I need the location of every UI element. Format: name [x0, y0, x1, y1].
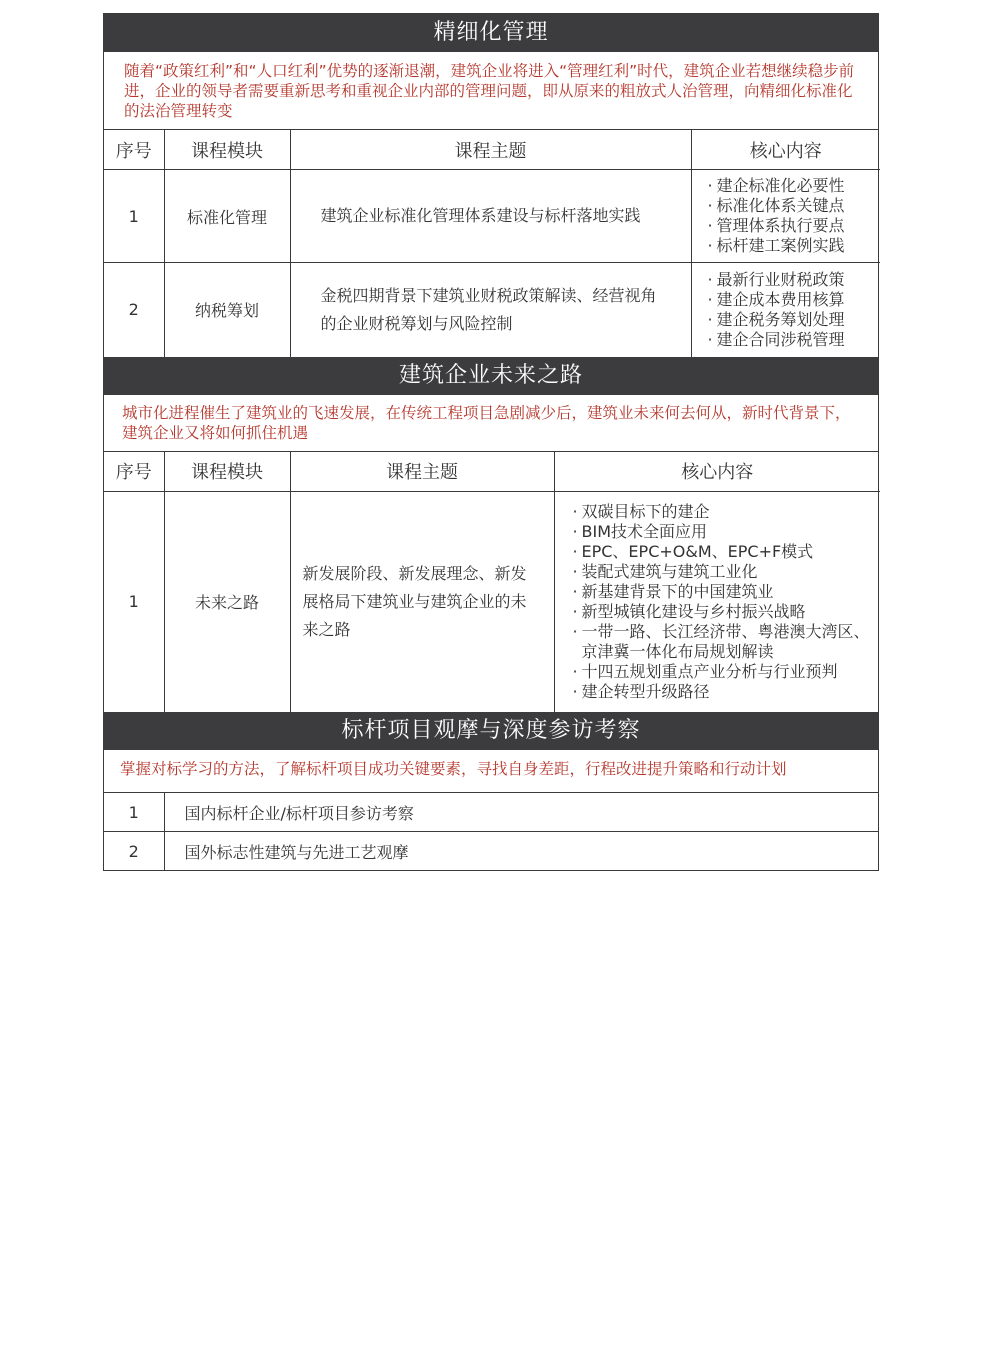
row-core	[691, 263, 880, 357]
core-item: · 建企标准化必要性	[708, 176, 875, 196]
table-row	[104, 793, 878, 832]
row-topic: 金税四期背景下建筑业财税政策解读、经营视角的企业财税筹划与风险控制	[290, 263, 691, 357]
header-num: 序号	[104, 130, 164, 170]
table-row	[104, 263, 880, 357]
table-row	[104, 832, 878, 871]
core-item: · EPC、EPC+O&M、EPC+F模式	[573, 542, 871, 562]
row-core	[691, 170, 880, 263]
header-topic: 课程主题	[290, 130, 691, 170]
row-num: 2	[104, 832, 164, 871]
section-intro: 随着“政策红利”和“人口红利”优势的逐渐退潮，建筑企业将进入“管理红利”时代，建筑企业若想继续稳步前进，企业的领导者需要重新思考和重视企业内部的管理问题，即从原来的粗放式人治管理，向精细化标准化的法治管理转变	[104, 52, 878, 130]
table-row	[104, 491, 880, 712]
row-text: 国内标杆企业/标杆项目参访考察	[164, 793, 878, 832]
row-module: 纳税筹划	[164, 263, 290, 357]
header-topic: 课程主题	[290, 452, 554, 492]
core-item: · 管理体系执行要点	[708, 216, 875, 236]
core-item: · 建企成本费用核算	[708, 290, 875, 310]
section-intro: 掌握对标学习的方法，了解标杆项目成功关键要素，寻找自身差距，行程改进提升策略和行动计划	[104, 750, 878, 793]
row-num: 1	[104, 170, 164, 263]
section-title-future-path: 建筑企业未来之路	[104, 357, 878, 395]
row-core	[554, 491, 880, 712]
table-header-row	[104, 130, 880, 170]
row-num: 2	[104, 263, 164, 357]
core-item: · 最新行业财税政策	[708, 270, 875, 290]
core-item: · BIM技术全面应用	[573, 522, 871, 542]
core-item: · 标准化体系关键点	[708, 196, 875, 216]
row-module: 标准化管理	[164, 170, 290, 263]
table-header-row	[104, 452, 880, 492]
core-item: · 新型城镇化建设与乡村振兴战略	[573, 602, 871, 622]
header-module: 课程模块	[164, 452, 290, 492]
row-module: 未来之路	[164, 491, 290, 712]
visit-table	[104, 793, 878, 870]
core-item: · 双碳目标下的建企	[573, 502, 871, 522]
course-table	[104, 130, 880, 357]
table-row	[104, 170, 880, 263]
row-num: 1	[104, 491, 164, 712]
row-topic: 建筑企业标准化管理体系建设与标杆落地实践	[290, 170, 691, 263]
core-item: · 十四五规划重点产业分析与行业预判	[573, 662, 871, 682]
course-sheet	[103, 13, 879, 871]
header-core: 核心内容	[554, 452, 880, 492]
section-intro: 城市化进程催生了建筑业的飞速发展，在传统工程项目急剧减少后，建筑业未来何去何从，新时代背景下，建筑企业又将如何抓住机遇	[104, 395, 878, 452]
core-item: · 装配式建筑与建筑工业化	[573, 562, 871, 582]
core-item: · 建企合同涉税管理	[708, 330, 875, 350]
row-text: 国外标志性建筑与先进工艺观摩	[164, 832, 878, 871]
core-item: · 标杆建工案例实践	[708, 236, 875, 256]
header-core: 核心内容	[691, 130, 880, 170]
section-title-benchmark-visit: 标杆项目观摩与深度参访考察	[104, 712, 878, 750]
section-title-refined-management: 精细化管理	[104, 14, 878, 52]
core-item: · 建企转型升级路径	[573, 682, 871, 702]
row-num: 1	[104, 793, 164, 832]
header-module: 课程模块	[164, 130, 290, 170]
core-item: · 建企税务筹划处理	[708, 310, 875, 330]
course-table	[104, 452, 880, 713]
core-item: · 新基建背景下的中国建筑业	[573, 582, 871, 602]
core-item: · 一带一路、长江经济带、粤港澳大湾区、京津冀一体化布局规划解读	[573, 622, 871, 662]
header-num: 序号	[104, 452, 164, 492]
row-topic: 新发展阶段、新发展理念、新发展格局下建筑业与建筑企业的未来之路	[290, 491, 554, 712]
